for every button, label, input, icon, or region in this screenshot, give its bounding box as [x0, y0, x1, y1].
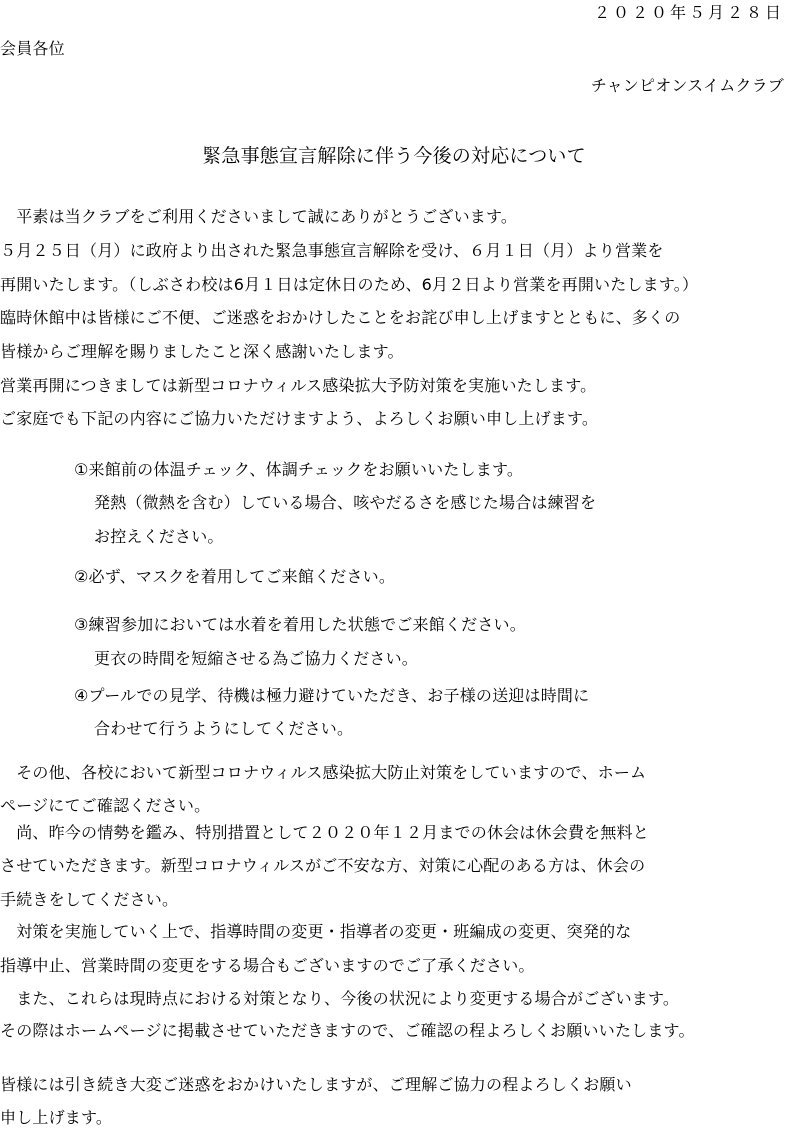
note-line: 尚、昨今の情勢を鑑み、特別措置として２０２０年１２月までの休会は休会費を無料と	[0, 823, 649, 842]
list-item-continuation: 発熱（微熱を含む）している場合、咳やだるさを感じた場合は練習を	[94, 493, 597, 512]
intro-line: 再開いたします。（しぶさわ校は6月１日は定休日のため、6月２日より営業を再開いたします。）	[0, 275, 699, 294]
sender-name: チャンピオンスイムクラブ	[590, 76, 784, 95]
intro-line: ご家庭でも下記の内容にご協力いただけますよう、よろしくお願い申し上げます。	[0, 409, 599, 428]
intro-line: ５月２５日（月）に政府より出された緊急事態宣言解除を受け、６月１日（月）より営業を	[0, 241, 664, 260]
document-title: 緊急事態宣言解除に伴う今後の対応について	[202, 145, 586, 167]
closing-line: 申し上げます。	[0, 1108, 113, 1127]
list-item: ③練習参加においては水着を着用した状態でご来館ください。	[74, 615, 526, 634]
note-line: 指導中止、営業時間の変更をする場合もございますのでご了承ください。	[0, 956, 535, 975]
intro-line: 営業再開につきましては新型コロナウィルス感染拡大予防対策を実施いたします。	[0, 376, 597, 395]
note-line: また、これらは現時点における対策となり、今後の状況により変更する場合がございます。	[0, 989, 680, 1008]
intro-line: 臨時休館中は皆様にご不便、ご迷惑をおかけしたことをお詫び申し上げますとともに、多くの	[0, 308, 681, 327]
note-line: その他、各校において新型コロナウィルス感染拡大防止対策をしていますので、ホーム	[0, 763, 647, 782]
note-line: 手続きをしてください。	[0, 890, 179, 909]
list-item-continuation: お控えください。	[94, 527, 224, 546]
list-item: ④プールでの見学、待機は極力避けていただき、お子様の送迎は時間に	[74, 686, 590, 705]
list-item: ①来館前の体温チェック、体調チェックをお願いいたします。	[74, 460, 524, 479]
intro-line: 皆様からご理解を賜りましたこと深く感謝いたします。	[0, 342, 404, 361]
note-line: ページにてご確認ください。	[0, 796, 211, 815]
note-line: その際はホームページに掲載させていただきますので、ご確認の程よろしくお願いいたします。	[0, 1021, 695, 1040]
recipient: 会員各位	[0, 39, 65, 58]
list-item-continuation: 更衣の時間を短縮させる為ご協力ください。	[94, 649, 419, 668]
intro-line: 平素は当クラブをご利用くださいまして誠にありがとうございます。	[0, 207, 518, 226]
list-item: ②必ず、マスクを着用してご来館ください。	[74, 567, 396, 586]
closing-line: 皆様には引き続き大変ご迷惑をおかけいたしますが、ご理解ご協力の程よろしくお願い	[0, 1075, 632, 1094]
note-line: 対策を実施していく上で、指導時間の変更・指導者の変更・班編成の変更、突発的な	[0, 922, 632, 941]
document-date: ２０２０年５月２８日	[593, 3, 784, 22]
note-line: させていただきます。新型コロナウィルスがご不安な方、対策に心配のある方は、休会の	[0, 856, 646, 875]
list-item-continuation: 合わせて行うようにしてください。	[94, 719, 354, 738]
